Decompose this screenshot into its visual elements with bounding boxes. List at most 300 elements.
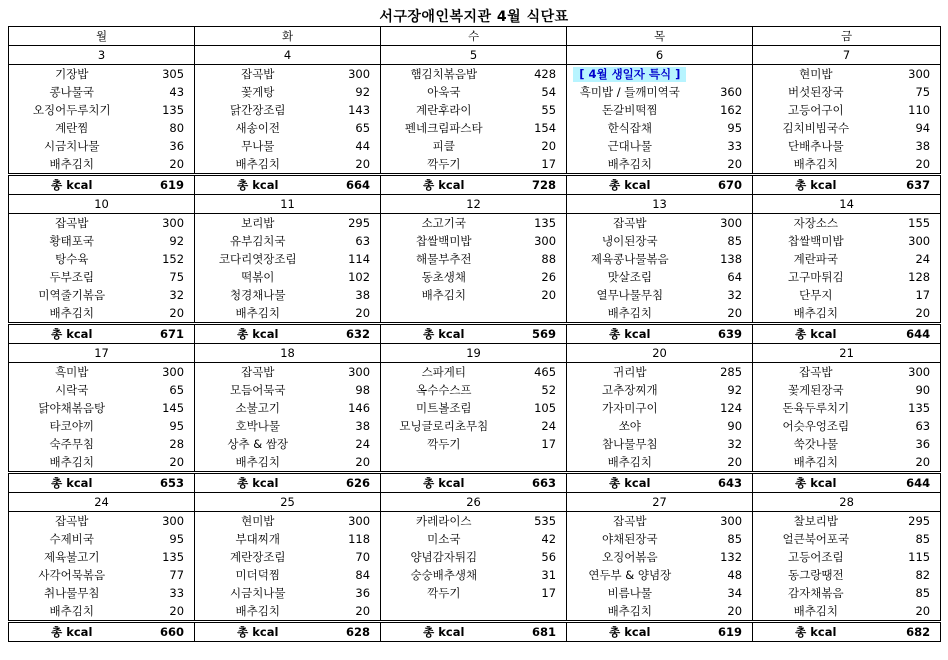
menu-item-kcal: 75 (879, 83, 941, 101)
menu-item-name: 현미밥 (753, 65, 879, 84)
menu-item-row (9, 214, 941, 233)
menu-item-kcal (693, 65, 753, 84)
total-label: 총 kcal (195, 175, 321, 195)
menu-item-row (9, 286, 941, 304)
date-cell: 7 (753, 46, 941, 65)
page-title: 서구장애인복지관 4월 식단표 (379, 9, 569, 25)
menu-item-kcal: 32 (135, 286, 195, 304)
total-kcal: 644 (879, 324, 941, 344)
menu-item-kcal: 36 (879, 435, 941, 453)
menu-item-kcal: 77 (135, 566, 195, 584)
menu-item-kcal: 33 (135, 584, 195, 602)
menu-item-kcal: 300 (321, 363, 381, 382)
menu-item-name: 잡곡밥 (9, 214, 135, 233)
menu-item-row (9, 584, 941, 602)
menu-item-name: 단배추나물 (753, 137, 879, 155)
total-label: 총 kcal (753, 473, 879, 493)
menu-body (9, 46, 941, 642)
total-kcal: 671 (135, 324, 195, 344)
menu-item-kcal: 63 (879, 417, 941, 435)
menu-item-name: 잡곡밥 (753, 363, 879, 382)
menu-item-name: 황태포국 (9, 232, 135, 250)
menu-item-kcal: 85 (693, 530, 753, 548)
menu-item-kcal: 56 (507, 548, 567, 566)
menu-item-name: 연두부 & 양념장 (567, 566, 693, 584)
menu-item-name: 참나물무침 (567, 435, 693, 453)
menu-item-name: 찹쌀백미밥 (753, 232, 879, 250)
menu-item-kcal: 70 (321, 548, 381, 566)
menu-item-kcal: 98 (321, 381, 381, 399)
menu-item-name: 가자미구이 (567, 399, 693, 417)
menu-item-kcal: 162 (693, 101, 753, 119)
menu-item-name: 계란파국 (753, 250, 879, 268)
total-kcal: 569 (507, 324, 567, 344)
menu-item-kcal: 36 (321, 584, 381, 602)
menu-item-kcal: 305 (135, 65, 195, 84)
menu-item-kcal: 48 (693, 566, 753, 584)
menu-item-kcal: 20 (321, 155, 381, 175)
menu-item-name: 계란찜 (9, 119, 135, 137)
menu-item-row (9, 566, 941, 584)
menu-item-name: 미트볼조림 (381, 399, 507, 417)
menu-item-name: 탕수육 (9, 250, 135, 268)
total-label: 총 kcal (753, 324, 879, 344)
menu-item-kcal: 105 (507, 399, 567, 417)
total-kcal: 660 (135, 622, 195, 642)
total-label: 총 kcal (9, 175, 135, 195)
menu-item-kcal: 155 (879, 214, 941, 233)
menu-item-name: 흑미밥 / 들깨미역국 (567, 83, 693, 101)
menu-item-name: 기장밥 (9, 65, 135, 84)
total-kcal: 681 (507, 622, 567, 642)
menu-item-kcal: 33 (693, 137, 753, 155)
date-cell: 14 (753, 195, 941, 214)
menu-item-name: 꽃게된장국 (753, 381, 879, 399)
menu-item-kcal: 300 (879, 65, 941, 84)
menu-item-kcal: 118 (321, 530, 381, 548)
menu-item-kcal: 20 (321, 453, 381, 473)
menu-item-kcal: 88 (507, 250, 567, 268)
menu-item-kcal: 36 (135, 137, 195, 155)
menu-item-name: 모닝글로리초무침 (381, 417, 507, 435)
menu-item-kcal: 32 (693, 435, 753, 453)
menu-item-kcal: 90 (879, 381, 941, 399)
menu-item-name: 무나물 (195, 137, 321, 155)
menu-item-name (381, 304, 507, 324)
menu-item-row (9, 65, 941, 84)
menu-item-kcal: 44 (321, 137, 381, 155)
menu-item-kcal: 465 (507, 363, 567, 382)
day-header-tue: 화 (195, 27, 381, 46)
menu-item-kcal: 128 (879, 268, 941, 286)
menu-item-name: 돈육두루치기 (753, 399, 879, 417)
menu-item-name: 배추김치 (195, 602, 321, 622)
menu-item-kcal: 300 (879, 363, 941, 382)
menu-item-name: 양념감자튀김 (381, 548, 507, 566)
total-kcal: 639 (693, 324, 753, 344)
menu-item-name: 배추김치 (9, 602, 135, 622)
menu-item-name: 닭야채볶음탕 (9, 399, 135, 417)
menu-item-name: 소불고기 (195, 399, 321, 417)
menu-item-kcal: 80 (135, 119, 195, 137)
date-cell: 5 (381, 46, 567, 65)
menu-item-kcal: 24 (879, 250, 941, 268)
menu-item-name: 고추장찌개 (567, 381, 693, 399)
menu-item-kcal: 20 (507, 286, 567, 304)
menu-item-kcal: 42 (507, 530, 567, 548)
menu-item-kcal: 43 (135, 83, 195, 101)
menu-item-name: 배추김치 (753, 304, 879, 324)
menu-item-kcal: 145 (135, 399, 195, 417)
total-row (9, 622, 941, 642)
menu-item-name: 쏘야 (567, 417, 693, 435)
menu-item-row (9, 548, 941, 566)
menu-item-name: 고등어조림 (753, 548, 879, 566)
menu-item-kcal: 110 (879, 101, 941, 119)
menu-item-name: 제육콩나물볶음 (567, 250, 693, 268)
date-row (9, 195, 941, 214)
date-cell: 24 (9, 493, 195, 512)
menu-item-kcal: 20 (135, 304, 195, 324)
menu-item-kcal: 20 (321, 602, 381, 622)
menu-item-kcal: 85 (879, 530, 941, 548)
menu-item-name: 타코야끼 (9, 417, 135, 435)
menu-item-name: 배추김치 (195, 304, 321, 324)
menu-item-kcal: 115 (879, 548, 941, 566)
menu-item-name: 해물부추전 (381, 250, 507, 268)
total-label: 총 kcal (753, 175, 879, 195)
total-label: 총 kcal (9, 622, 135, 642)
menu-item-kcal: 31 (507, 566, 567, 584)
menu-item-kcal: 17 (507, 435, 567, 453)
menu-item-name: 동초생채 (381, 268, 507, 286)
menu-item-name: 아욱국 (381, 83, 507, 101)
menu-item-kcal: 300 (321, 512, 381, 531)
menu-item-name: 배추김치 (567, 304, 693, 324)
date-cell: 4 (195, 46, 381, 65)
menu-item-name: 취나물무침 (9, 584, 135, 602)
total-label: 총 kcal (381, 175, 507, 195)
menu-item-kcal: 17 (879, 286, 941, 304)
menu-item-kcal: 360 (693, 83, 753, 101)
menu-item-row (9, 268, 941, 286)
menu-item-row (9, 530, 941, 548)
menu-item-kcal (507, 304, 567, 324)
menu-item-kcal: 146 (321, 399, 381, 417)
menu-item-kcal: 24 (507, 417, 567, 435)
total-kcal: 632 (321, 324, 381, 344)
menu-item-name: 계란후라이 (381, 101, 507, 119)
menu-item-name: 잡곡밥 (567, 512, 693, 531)
menu-item-name: 보리밥 (195, 214, 321, 233)
menu-item-kcal: 135 (135, 548, 195, 566)
menu-item-kcal: 300 (135, 363, 195, 382)
total-kcal: 644 (879, 473, 941, 493)
menu-item-kcal: 38 (879, 137, 941, 155)
menu-item-kcal: 20 (693, 602, 753, 622)
date-cell: 25 (195, 493, 381, 512)
total-kcal: 653 (135, 473, 195, 493)
menu-item-kcal: 20 (879, 155, 941, 175)
date-cell: 11 (195, 195, 381, 214)
total-label: 총 kcal (381, 324, 507, 344)
menu-item-row (9, 381, 941, 399)
menu-item-kcal: 95 (135, 530, 195, 548)
menu-item-name (381, 602, 507, 622)
menu-item-kcal: 63 (321, 232, 381, 250)
menu-item-name: 떡볶이 (195, 268, 321, 286)
total-label: 총 kcal (567, 175, 693, 195)
date-row (9, 46, 941, 65)
menu-item-name: 미소국 (381, 530, 507, 548)
total-row (9, 175, 941, 195)
total-kcal: 626 (321, 473, 381, 493)
menu-item-name: 햄김치볶음밥 (381, 65, 507, 84)
menu-item-name: 잡곡밥 (195, 363, 321, 382)
menu-item-name: 스파게티 (381, 363, 507, 382)
menu-item-kcal: 38 (321, 286, 381, 304)
menu-item-kcal: 20 (879, 453, 941, 473)
menu-item-kcal: 295 (879, 512, 941, 531)
menu-item-kcal: 535 (507, 512, 567, 531)
menu-item-row (9, 399, 941, 417)
menu-item-row (9, 417, 941, 435)
menu-item-row (9, 83, 941, 101)
date-cell: 28 (753, 493, 941, 512)
menu-item-name: 흑미밥 (9, 363, 135, 382)
date-cell: 18 (195, 344, 381, 363)
menu-item-name: 미역줄기볶음 (9, 286, 135, 304)
date-row (9, 344, 941, 363)
menu-item-name: 배추김치 (567, 155, 693, 175)
menu-item-name: 한식잡채 (567, 119, 693, 137)
menu-item-kcal: 65 (321, 119, 381, 137)
weekly-menu-table (8, 26, 941, 642)
total-label: 총 kcal (195, 324, 321, 344)
menu-item-name: 카레라이스 (381, 512, 507, 531)
date-cell: 26 (381, 493, 567, 512)
menu-item-kcal: 95 (693, 119, 753, 137)
menu-item-kcal: 135 (507, 214, 567, 233)
menu-item-name: 소고기국 (381, 214, 507, 233)
menu-item-name: 유부김치국 (195, 232, 321, 250)
menu-item-kcal: 285 (693, 363, 753, 382)
date-cell: 17 (9, 344, 195, 363)
menu-item-row (9, 137, 941, 155)
total-label: 총 kcal (381, 622, 507, 642)
menu-item-kcal: 143 (321, 101, 381, 119)
menu-item-name: 배추김치 (567, 453, 693, 473)
menu-item-kcal: 132 (693, 548, 753, 566)
menu-item-kcal: 102 (321, 268, 381, 286)
menu-item-name: 잡곡밥 (9, 512, 135, 531)
total-kcal: 682 (879, 622, 941, 642)
menu-item-kcal: 135 (879, 399, 941, 417)
date-cell: 12 (381, 195, 567, 214)
menu-item-name: 귀리밥 (567, 363, 693, 382)
menu-item-kcal: 92 (693, 381, 753, 399)
menu-item-kcal: 34 (693, 584, 753, 602)
date-cell: 27 (567, 493, 753, 512)
menu-item-name: 배추김치 (753, 453, 879, 473)
menu-item-name: 호박나물 (195, 417, 321, 435)
menu-item-name: 배추김치 (9, 304, 135, 324)
date-cell: 3 (9, 46, 195, 65)
total-kcal: 728 (507, 175, 567, 195)
menu-item-name: 동그랑땡전 (753, 566, 879, 584)
menu-item-name: 시락국 (9, 381, 135, 399)
menu-item-kcal: 124 (693, 399, 753, 417)
menu-item-name: 깍두기 (381, 584, 507, 602)
menu-item-kcal: 85 (693, 232, 753, 250)
menu-item-kcal: 82 (879, 566, 941, 584)
date-cell: 6 (567, 46, 753, 65)
menu-item-kcal: 154 (507, 119, 567, 137)
total-label: 총 kcal (753, 622, 879, 642)
day-header-fri: 금 (753, 27, 941, 46)
menu-item-name: 잡곡밥 (195, 65, 321, 84)
menu-item-kcal: 28 (135, 435, 195, 453)
menu-item-name: 쑥갓나물 (753, 435, 879, 453)
menu-item-name: 배추김치 (195, 453, 321, 473)
date-row (9, 493, 941, 512)
menu-item-name: 옥수수스프 (381, 381, 507, 399)
total-kcal: 664 (321, 175, 381, 195)
menu-item-name: 얼큰북어포국 (753, 530, 879, 548)
menu-item-name (567, 65, 693, 84)
menu-item-name: 돈갈비떡찜 (567, 101, 693, 119)
total-label: 총 kcal (567, 324, 693, 344)
menu-item-name: 펜네크림파스타 (381, 119, 507, 137)
date-cell: 13 (567, 195, 753, 214)
menu-item-kcal: 90 (693, 417, 753, 435)
menu-item-kcal: 38 (321, 417, 381, 435)
menu-item-name: 오징어두루치기 (9, 101, 135, 119)
menu-item-row (9, 435, 941, 453)
menu-item-kcal: 300 (879, 232, 941, 250)
total-kcal: 628 (321, 622, 381, 642)
menu-item-name: 현미밥 (195, 512, 321, 531)
total-label: 총 kcal (381, 473, 507, 493)
menu-item-name: 잡곡밥 (567, 214, 693, 233)
menu-item-kcal: 300 (135, 214, 195, 233)
menu-item-row (9, 232, 941, 250)
menu-item-kcal: 20 (135, 602, 195, 622)
menu-item-kcal: 135 (135, 101, 195, 119)
menu-item-kcal (507, 453, 567, 473)
menu-item-name: 김치비빔국수 (753, 119, 879, 137)
menu-item-row (9, 453, 941, 473)
menu-item-name: 버섯된장국 (753, 83, 879, 101)
menu-item-name: 새송이전 (195, 119, 321, 137)
menu-item-name: 찹쌀백미밥 (381, 232, 507, 250)
total-label: 총 kcal (195, 473, 321, 493)
menu-item-name: 시금치나물 (9, 137, 135, 155)
day-header-row (9, 27, 941, 46)
menu-item-kcal: 20 (135, 155, 195, 175)
menu-item-name: 부대찌개 (195, 530, 321, 548)
menu-item-name: 배추김치 (753, 602, 879, 622)
menu-item-name: 배추김치 (9, 453, 135, 473)
menu-item-kcal: 52 (507, 381, 567, 399)
menu-item-row (9, 304, 941, 324)
menu-item-row (9, 602, 941, 622)
menu-item-name: 상추 & 쌈장 (195, 435, 321, 453)
menu-item-kcal: 20 (135, 453, 195, 473)
menu-item-name: 계란장조림 (195, 548, 321, 566)
menu-item-name: 깍두기 (381, 155, 507, 175)
menu-item-kcal: 428 (507, 65, 567, 84)
menu-item-kcal: 138 (693, 250, 753, 268)
menu-item-name: 배추김치 (567, 602, 693, 622)
menu-item-kcal: 20 (693, 453, 753, 473)
total-row (9, 324, 941, 344)
menu-item-kcal: 92 (321, 83, 381, 101)
menu-item-kcal: 54 (507, 83, 567, 101)
menu-item-kcal: 75 (135, 268, 195, 286)
menu-item-name (381, 453, 507, 473)
menu-item-name: 배추김치 (9, 155, 135, 175)
menu-item-kcal: 300 (321, 65, 381, 84)
menu-item-name: 비름나물 (567, 584, 693, 602)
total-kcal: 619 (693, 622, 753, 642)
day-header-mon: 월 (9, 27, 195, 46)
menu-item-kcal: 20 (879, 602, 941, 622)
menu-item-name: 제육불고기 (9, 548, 135, 566)
menu-item-kcal: 32 (693, 286, 753, 304)
total-kcal: 637 (879, 175, 941, 195)
menu-item-row (9, 101, 941, 119)
menu-item-kcal: 295 (321, 214, 381, 233)
total-kcal: 619 (135, 175, 195, 195)
menu-item-name: 고구마튀김 (753, 268, 879, 286)
menu-item-name: 오징어볶음 (567, 548, 693, 566)
menu-item-name: 찰보리밥 (753, 512, 879, 531)
menu-item-kcal: 64 (693, 268, 753, 286)
menu-item-kcal (507, 602, 567, 622)
menu-item-name: 어슷우엉조림 (753, 417, 879, 435)
menu-item-kcal: 84 (321, 566, 381, 584)
date-cell: 10 (9, 195, 195, 214)
menu-item-kcal: 20 (693, 304, 753, 324)
menu-item-name: 근대나물 (567, 137, 693, 155)
menu-item-kcal: 114 (321, 250, 381, 268)
menu-item-kcal: 20 (507, 137, 567, 155)
total-label: 총 kcal (567, 622, 693, 642)
menu-item-kcal: 152 (135, 250, 195, 268)
menu-item-kcal: 20 (693, 155, 753, 175)
menu-item-name: 야채된장국 (567, 530, 693, 548)
menu-item-name: 단무지 (753, 286, 879, 304)
menu-item-kcal: 85 (879, 584, 941, 602)
date-cell: 19 (381, 344, 567, 363)
menu-item-row (9, 155, 941, 175)
menu-item-kcal: 94 (879, 119, 941, 137)
menu-item-row (9, 250, 941, 268)
menu-item-kcal: 300 (507, 232, 567, 250)
menu-item-name: 콩나물국 (9, 83, 135, 101)
menu-item-kcal: 26 (507, 268, 567, 286)
menu-item-kcal: 300 (693, 214, 753, 233)
date-cell: 21 (753, 344, 941, 363)
menu-item-name: 닭간장조림 (195, 101, 321, 119)
menu-item-row (9, 363, 941, 382)
menu-item-row (9, 119, 941, 137)
menu-item-name: 사각어묵볶음 (9, 566, 135, 584)
menu-item-name: 열무나물무침 (567, 286, 693, 304)
menu-item-name: 냉이된장국 (567, 232, 693, 250)
menu-item-name: 피클 (381, 137, 507, 155)
